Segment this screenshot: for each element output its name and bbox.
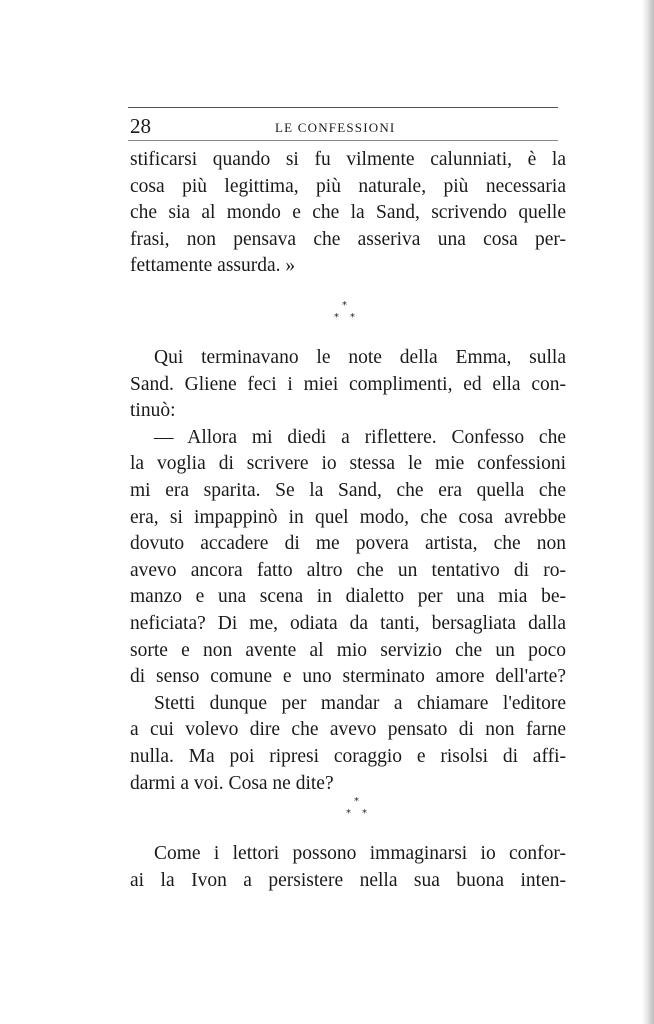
text-line: tinuò: — [130, 400, 176, 422]
header-top-rule — [128, 107, 558, 108]
running-head: LE CONFESSIONI — [275, 120, 396, 135]
text-line: nulla. Ma poi ripresi coraggio e risolsi di affi- — [130, 745, 566, 767]
asterisk: * — [350, 312, 355, 323]
text-line: a cui volevo dire che avevo pensato di non farne — [130, 719, 566, 741]
asterisk: * — [354, 796, 359, 807]
text-line: darmi a voi. Cosa ne dite? — [130, 772, 334, 794]
text-line: — Allora mi diedi a riflettere. Confesso che — [154, 426, 566, 448]
asterisk: * — [334, 312, 339, 323]
text-line: avevo ancora fatto altro che un tentativo di ro- — [130, 559, 566, 581]
text-line: sorte e non avente al mio servizio che un poco — [130, 639, 566, 661]
text-line: cosa più legittima, più naturale, più necessaria — [130, 175, 566, 197]
text-line: Qui terminavano le note della Emma, sulla — [154, 347, 566, 368]
text-line: fettamente assurda. » — [130, 255, 296, 277]
text-line: ai la Ivon a persistere nella sua buona inten- — [130, 869, 566, 891]
text-line: mi era sparita. Se la Sand, che era quella che — [130, 479, 566, 501]
paragraph-final — [130, 841, 566, 894]
text-line: di senso comune e uno sterminato amore dell'arte? — [130, 666, 566, 688]
text-line: frasi, non pensava che asseriva una cosa per- — [130, 228, 566, 250]
text-line: era, si impappinò in quel modo, che cosa avrebbe — [130, 506, 566, 528]
page-edge-shadow — [642, 0, 654, 1024]
paragraph-main — [130, 345, 566, 797]
asterisk: * — [362, 808, 367, 819]
paragraph-continuation — [130, 147, 566, 280]
text-line: che sia al mondo e che la Sand, scrivendo quelle — [130, 202, 566, 224]
text-line: Stetti dunque per mandar a chiamare l'editore — [154, 692, 566, 714]
text-line: manzo e una scena in dialetto per una mia be- — [130, 586, 566, 608]
text-line: Come i lettori possono immaginarsi io confor- — [154, 843, 566, 864]
text-line: Sand. Gliene feci i miei complimenti, ed ella con- — [130, 373, 566, 395]
asterisk: * — [342, 300, 347, 311]
section-break-asterism — [330, 796, 390, 826]
text-line: neficiata? Di me, odiata da tanti, bersagliata dalla — [130, 612, 566, 634]
page-number: 28 — [130, 114, 151, 138]
text-line: stificarsi quando si fu vilmente calunniati, è la — [130, 149, 566, 170]
text-line: dovuto accadere di me povera artista, che non — [130, 533, 566, 555]
asterisk: * — [346, 808, 351, 819]
section-break-asterism — [318, 300, 378, 330]
header-bottom-rule — [128, 140, 558, 141]
text-line: la voglia di scrivere io stessa le mie confessioni — [130, 453, 566, 475]
